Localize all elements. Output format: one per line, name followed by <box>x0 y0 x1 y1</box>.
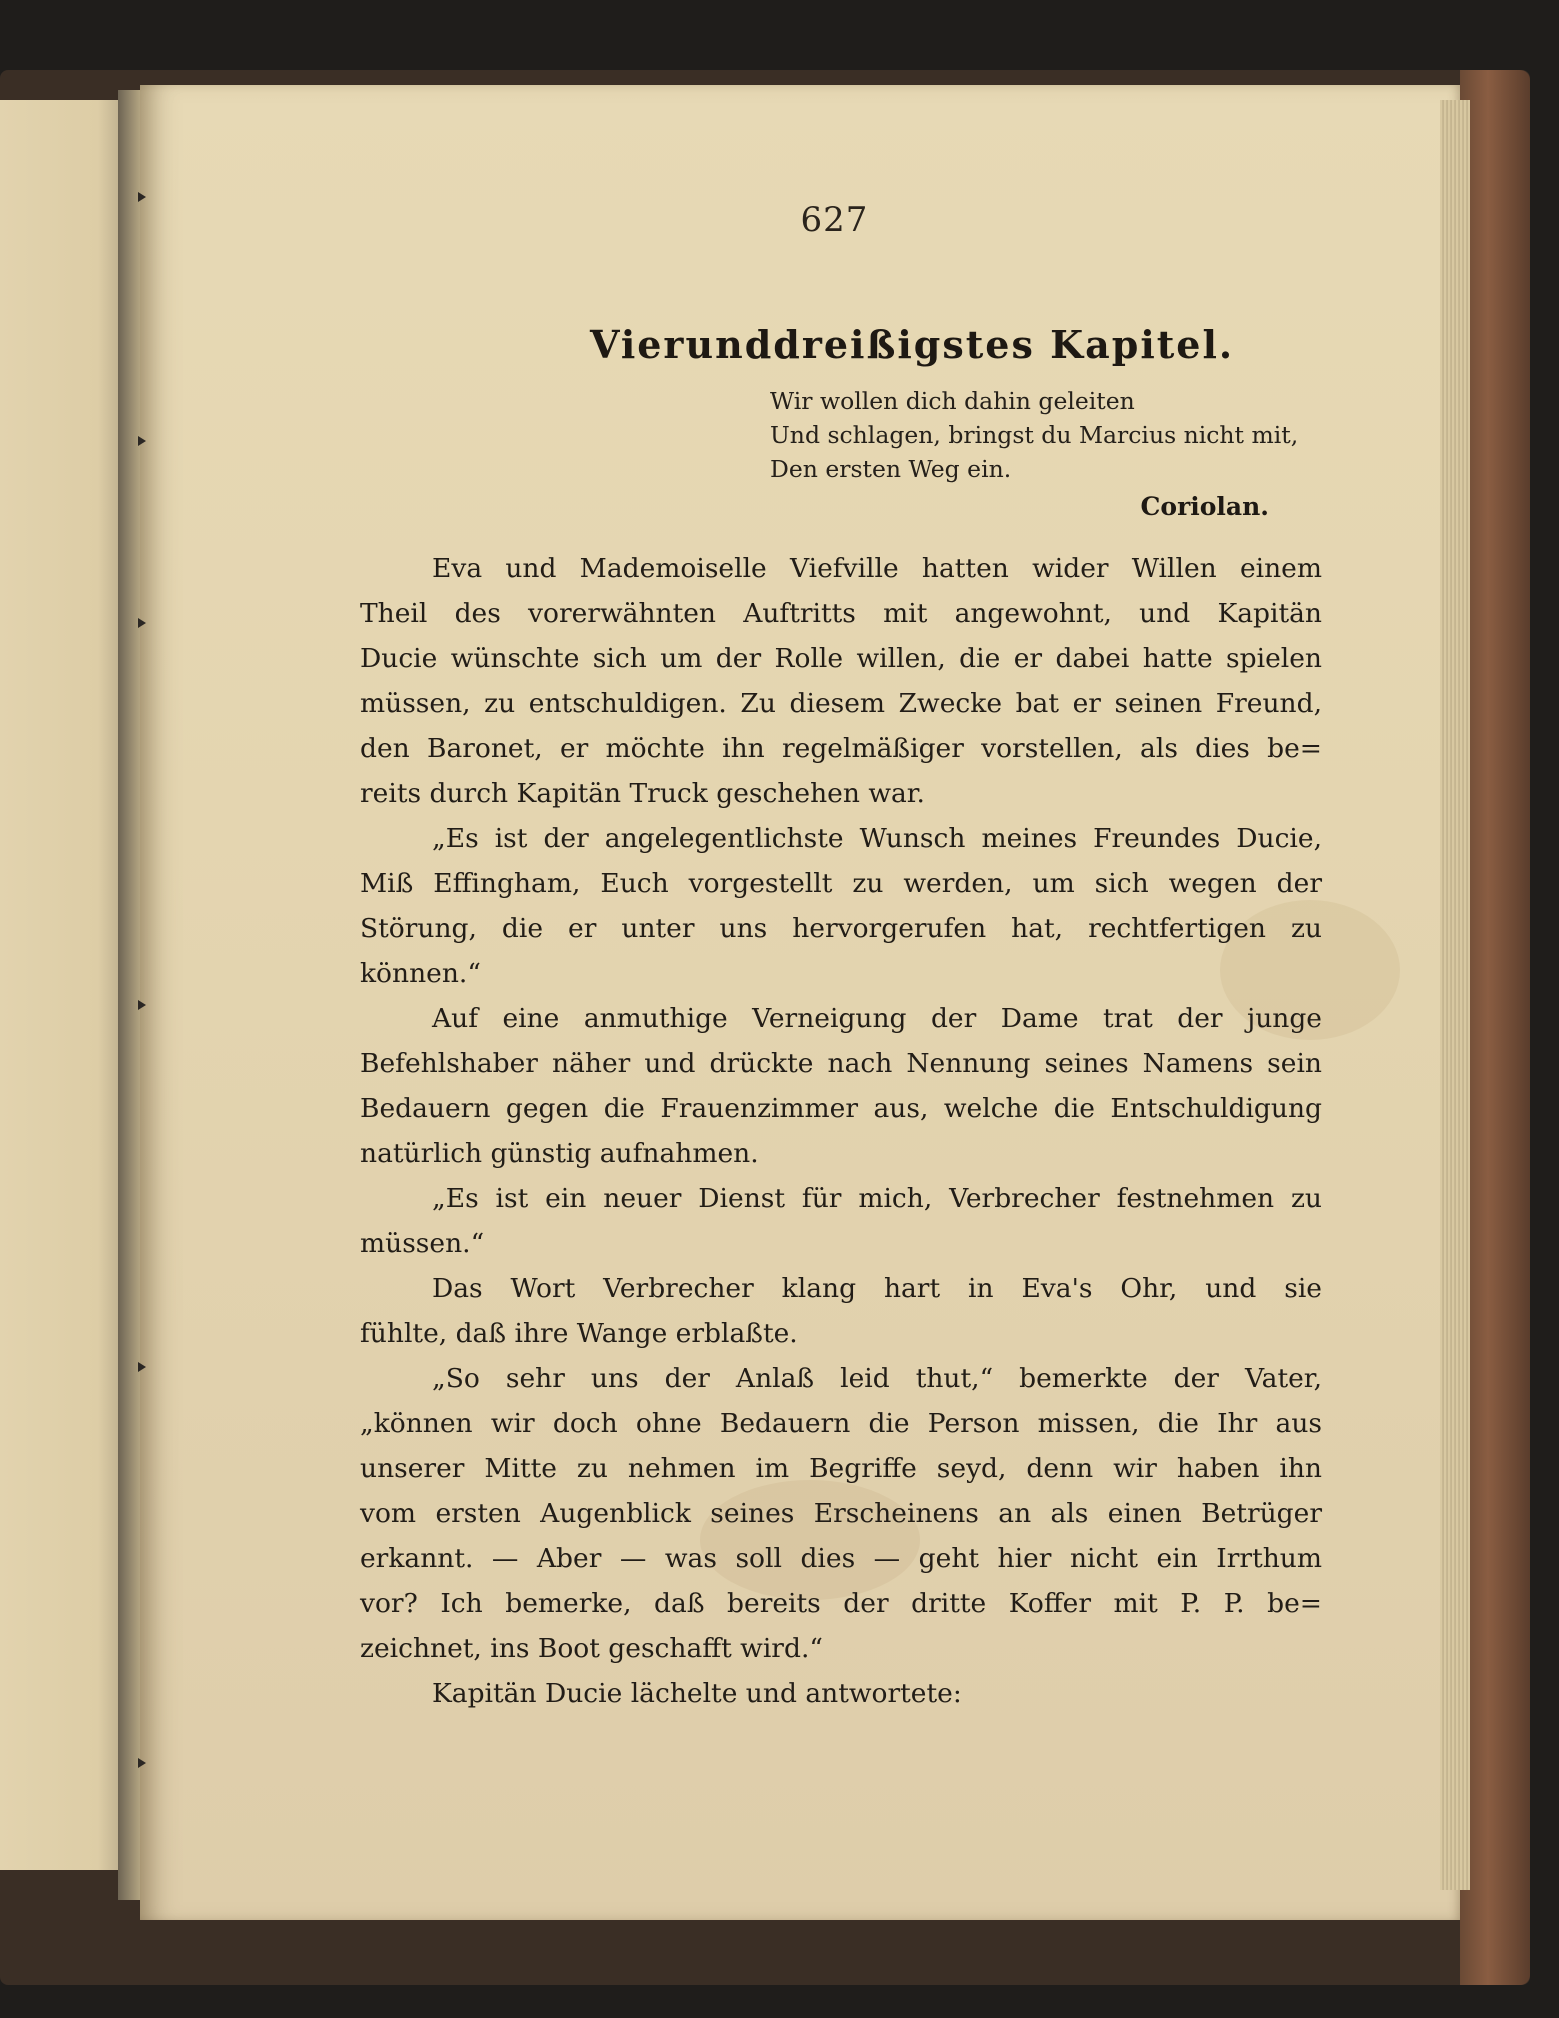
text-line: fühlte, daß ihre Wange erblaßte. <box>360 1318 798 1349</box>
text-line: Theil des vorerwähnten Auftritts mit angewohnt, und Kapitän <box>360 598 1322 629</box>
epigraph-attribution: Coriolan. <box>1140 492 1269 521</box>
text-line: den Baronet, er möchte ihn regelmäßiger vorstellen, als dies be= <box>360 733 1322 764</box>
text-line: Eva und Mademoiselle Viefville hatten wider Willen einem <box>432 553 1322 584</box>
text-line: müssen, zu entschuldigen. Zu diesem Zwecke bat er seinen Freund, <box>360 688 1322 719</box>
text-line: zeichnet, ins Boot geschafft wird.“ <box>360 1633 823 1664</box>
body-text <box>360 546 1322 1716</box>
epigraph-line: Den ersten Weg ein. <box>770 455 1012 483</box>
text-line: können.“ <box>360 958 481 989</box>
text-line: Kapitän Ducie lächelte und antwortete: <box>432 1678 962 1709</box>
text-line: Befehlshaber näher und drückte nach Nennung seines Namens sein <box>360 1048 1322 1079</box>
text-line: Störung, die er unter uns hervorgerufen hat, rechtfertigen zu <box>360 913 1322 944</box>
page-block-edges <box>1440 100 1470 1890</box>
text-line: „können wir doch ohne Bedauern die Person missen, die Ihr aus <box>360 1408 1322 1439</box>
chapter-title: Vierunddreißigstes Kapitel. <box>590 322 1235 367</box>
text-line: erkannt. — Aber — was soll dies — geht hier nicht ein Irrthum <box>360 1543 1322 1574</box>
text-line: reits durch Kapitän Truck geschehen war. <box>360 778 925 809</box>
text-line: vor? Ich bemerke, daß bereits der dritte Koffer mit P. P. be= <box>360 1588 1322 1619</box>
text-line: müssen.“ <box>360 1228 485 1259</box>
epigraph-line: Wir wollen dich dahin geleiten <box>770 387 1135 415</box>
text-line: „So sehr uns der Anlaß leid thut,“ bemerkte der Vater, <box>432 1363 1322 1394</box>
text-line: Bedauern gegen die Frauenzimmer aus, welche die Entschuldigung <box>360 1093 1322 1124</box>
text-line: „Es ist der angelegentlichste Wunsch meines Freundes Ducie, <box>432 823 1322 854</box>
text-line: Auf eine anmuthige Verneigung der Dame trat der junge <box>432 1003 1322 1034</box>
epigraph <box>770 384 1298 486</box>
text-line: Das Wort Verbrecher klang hart in Eva's Ohr, und sie <box>432 1273 1322 1304</box>
text-line: unserer Mitte zu nehmen im Begriffe seyd, denn wir haben ihn <box>360 1453 1322 1484</box>
book-spine-edge <box>1460 70 1530 1985</box>
text-line: „Es ist ein neuer Dienst für mich, Verbrecher festnehmen zu <box>432 1183 1322 1214</box>
text-line: Ducie wünschte sich um der Rolle willen, die er dabei hatte spielen <box>360 643 1322 674</box>
epigraph-line: Und schlagen, bringst du Marcius nicht mit, <box>770 421 1299 449</box>
text-line: natürlich günstig aufnahmen. <box>360 1138 759 1169</box>
page-number: 627 <box>800 200 869 240</box>
text-line: Miß Effingham, Euch vorgestellt zu werden, um sich wegen der <box>360 868 1322 899</box>
text-line: vom ersten Augenblick seines Erscheinens an als einen Betrüger <box>360 1498 1322 1529</box>
